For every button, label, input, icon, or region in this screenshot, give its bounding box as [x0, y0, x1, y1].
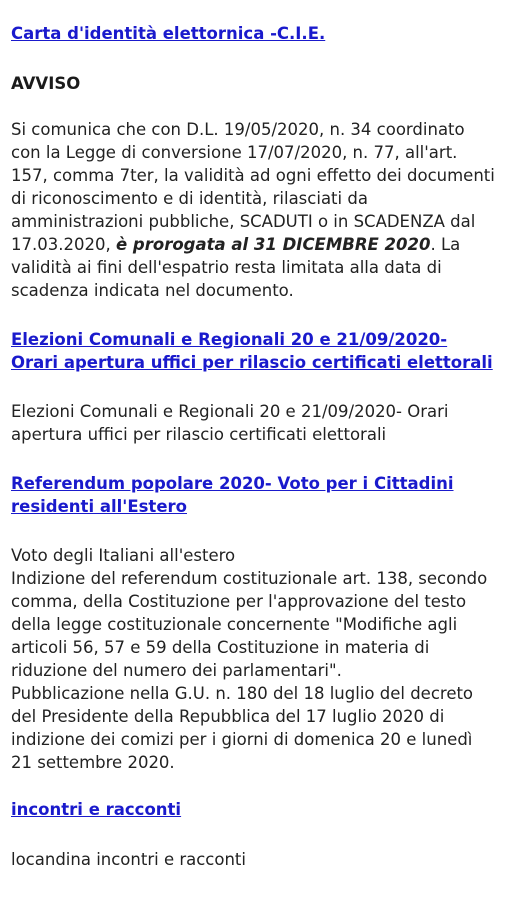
notice-heading: AVVISO	[11, 74, 81, 93]
news-link-elezioni[interactable]: Elezioni Comunali e Regionali 20 e 21/09/2020- Orari apertura uffici per rilascio certificati elettorali	[11, 330, 493, 372]
referendum-body	[11, 544, 495, 774]
incontri-body: locandina incontri e racconti	[11, 850, 246, 869]
elezioni-body: Elezioni Comunali e Regionali 20 e 21/09/2020- Orari apertura uffici per rilascio certificati elettorali	[11, 402, 449, 444]
referendum-body-line: Pubblicazione nella G.U. n. 180 del 18 luglio del decreto del Presidente della Repubblica del 17 luglio 2020 di indizione dei comizi per i giorni di domenica 20 e lunedì 21 settembre 2020.	[11, 684, 474, 772]
notice-body-emphasis: è prorogata al 31 DICEMBRE 2020	[115, 235, 431, 254]
referendum-body-line: Indizione del referendum costituzionale art. 138, secondo comma, della Costituzione per l'approvazione del testo della legge costituzionale concernente "Modifiche agli articoli 56, 57 e 59 della Costituzione in materia di riduzione del numero dei parlamentari".	[11, 569, 488, 680]
news-link-cie[interactable]: Carta d'identità elettornica -C.I.E.	[11, 24, 326, 43]
notice-body-tail: . La validità ai fini dell'espatrio resta limitata alla data di scadenza indicata nel documento.	[11, 235, 461, 300]
referendum-body-line: Voto degli Italiani all'estero	[11, 546, 236, 565]
news-link-referendum[interactable]: Referendum popolare 2020- Voto per i Cittadini residenti all'Estero	[11, 474, 454, 516]
notice-body	[11, 118, 495, 302]
news-link-incontri[interactable]: incontri e racconti	[11, 800, 182, 819]
notice-body-text: Si comunica che con D.L. 19/05/2020, n. 34 coordinato con la Legge di conversione 17/07/2020, n. 77, all'art. 157, comma 7ter, la validità ad ogni effetto dei documenti di riconoscimento e di identità, rilasciati da amministrazioni pubbliche, SCADUTI o in SCADENZA dal 17.03.2020,	[11, 120, 495, 254]
